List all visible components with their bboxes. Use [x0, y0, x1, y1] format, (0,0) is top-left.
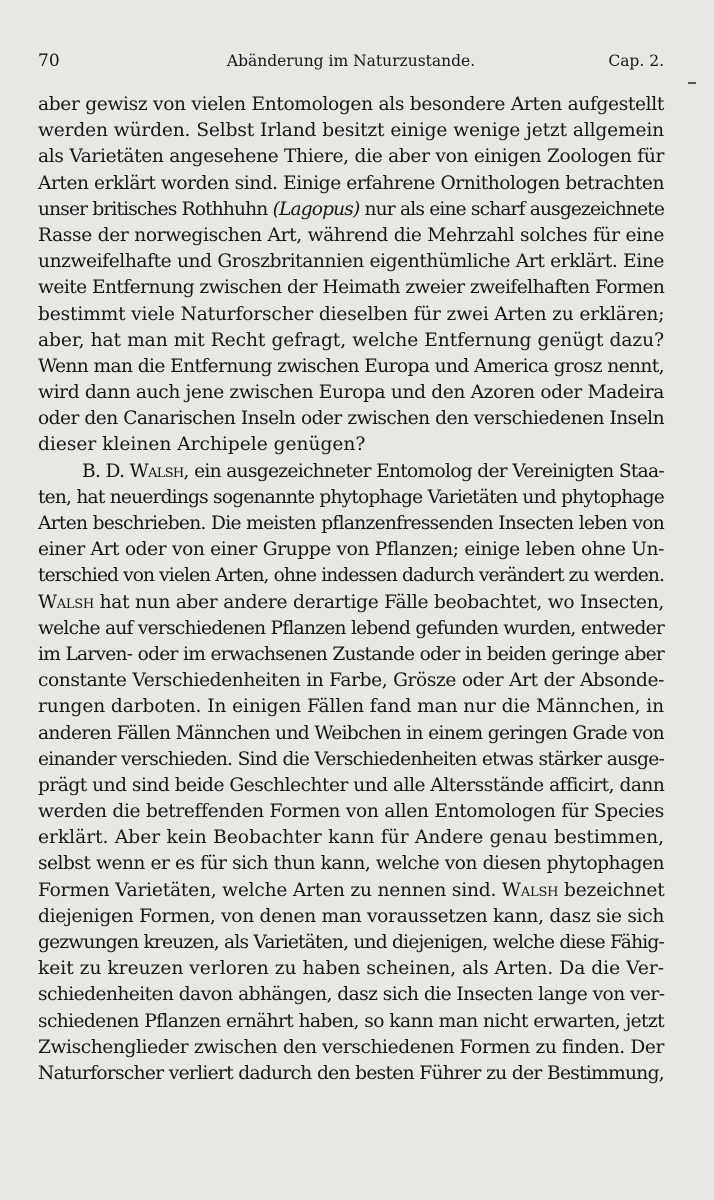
text-line: B. D. Walsh, ein ausgezeichneter Entomolog der Vereinigten Staa-: [82, 460, 664, 482]
text-line: bestimmt viele Naturforscher dieselben für zwei Arten zu erklären;: [38, 303, 665, 325]
text-line: aber, hat man mit Recht gefragt, welche Entfernung genügt dazu?: [38, 329, 664, 351]
text-line: werden würden. Selbst Irland besitzt einige wenige jetzt allgemein: [38, 120, 664, 142]
text-line: Wenn man die Entfernung zwischen Europa und America grosz nennt,: [38, 355, 664, 377]
text-line: erklärt. Aber kein Beobachter kann für Andere genau bestimmen,: [38, 827, 664, 849]
text-line: schiedenheiten davon abhängen, dasz sich die Insecten lange von ver-: [38, 984, 665, 1006]
text-line: einander verschieden. Sind die Verschiedenheiten etwas stärker ausge-: [38, 748, 664, 770]
text-line: Arten beschrieben. Die meisten pflanzenfressenden Insecten leben von: [38, 513, 664, 534]
text-line: welche auf verschiedenen Pflanzen lebend gefunden wurden, entweder: [38, 617, 664, 639]
text-line: weite Entfernung zwischen der Heimath zweier zweifelhaften Formen: [38, 277, 665, 299]
text-line: ten, hat neuerdings sogenannte phytophage Varietäten und phytophage: [38, 486, 664, 508]
text-line: Arten erklärt worden sind. Einige erfahrene Ornithologen betrachten: [38, 172, 664, 194]
text-line: keit zu kreuzen verloren zu haben scheinen, als Arten. Da die Ver-: [38, 958, 664, 980]
running-title: Abänderung im Naturzustande.: [226, 52, 476, 70]
text-line: rungen darboten. In einigen Fällen fand man nur die Männchen, in: [38, 696, 664, 718]
text-line: werden die betreffenden Formen von allen Entomologen für Species: [38, 801, 664, 823]
text-line: Walsh hat nun aber andere derartige Fälle beobachtet, wo Insecten,: [38, 591, 664, 613]
text-line: aber gewisz von vielen Entomologen als besondere Arten aufgestellt: [38, 94, 664, 115]
genus-name: (Lagopus): [272, 198, 360, 220]
text-line: als Varietäten angesehene Thiere, die aber von einigen Zoologen für: [38, 146, 664, 168]
text-line: terschied von vielen Arten, ohne indessen dadurch verändert zu werden.: [38, 565, 664, 587]
text-line: unzweifelhafte und Groszbritannien eigenthümliche Art erklärt. Eine: [38, 251, 664, 273]
text-line: Formen Varietäten, welche Arten zu nennen sind. Walsh bezeichnet: [38, 879, 665, 901]
margin-mark: [688, 82, 696, 84]
text-line: im Larven- oder im erwachsenen Zustande oder in beiden geringe aber: [38, 643, 664, 665]
author-name: Walsh: [38, 591, 94, 613]
text-line: prägt und sind beide Geschlechter und alle Altersstände afficirt, dann: [38, 774, 665, 796]
running-head: [38, 50, 664, 72]
author-name: Walsh: [129, 460, 184, 482]
text-line: einer Art oder von einer Gruppe von Pflanzen; einige leben ohne Un-: [38, 539, 664, 561]
text-line: gezwungen kreuzen, als Varietäten, und diejenigen, welche diese Fähig-: [38, 932, 664, 953]
page-number: 70: [38, 51, 60, 71]
text-line: Naturforscher verliert dadurch den besten Führer zu der Bestimmung,: [38, 1062, 664, 1084]
text-line: diejenigen Formen, von denen man voraussetzen kann, dasz sie sich: [38, 905, 664, 927]
text-line: wird dann auch jene zwischen Europa und den Azoren oder Madeira: [38, 382, 664, 404]
text-line: selbst wenn er es für sich thun kann, welche von diesen phytophagen: [38, 853, 664, 875]
text-line: oder den Canarischen Inseln oder zwischen den verschiedenen Inseln: [38, 408, 664, 430]
text-line: unser britisches Rothhuhn (Lagopus) nur als eine scharf ausgezeichnete: [38, 198, 665, 220]
text-line: dieser kleinen Archipele genügen?: [38, 434, 366, 456]
body-text: [38, 92, 664, 1087]
text-line: schiedenen Pflanzen ernährt haben, so kann man nicht erwarten, jetzt: [38, 1010, 664, 1032]
text-line: Zwischenglieder zwischen den verschiedenen Formen zu finden. Der: [38, 1036, 664, 1058]
author-name: Walsh: [501, 879, 559, 901]
text-line: anderen Fällen Männchen und Weibchen in einem geringen Grade von: [38, 722, 664, 744]
text-line: Rasse der norwegischen Art, während die Mehrzahl solches für eine: [38, 224, 664, 246]
text-line: constante Verschiedenheiten in Farbe, Grösze oder Art der Absonde-: [38, 670, 664, 692]
chapter-label: Cap. 2.: [608, 52, 664, 70]
